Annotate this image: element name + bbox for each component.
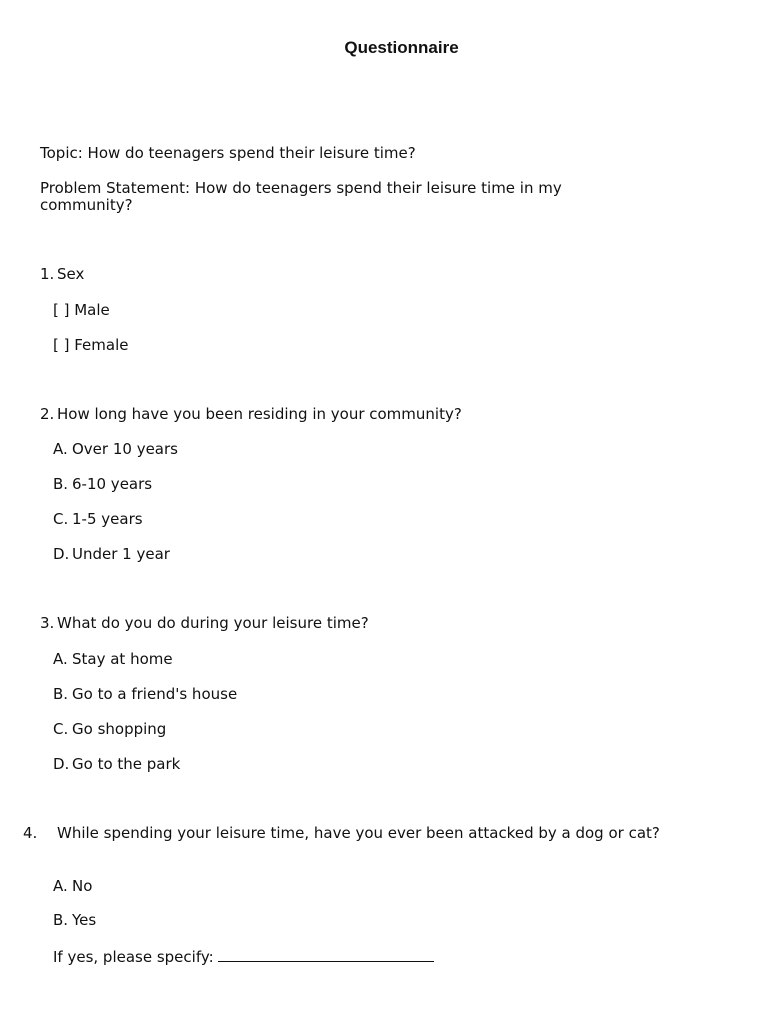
topic-line: Topic: How do teenagers spend their leisure time? bbox=[40, 144, 416, 162]
option-1-5-years[interactable] bbox=[53, 510, 143, 528]
option-no[interactable] bbox=[53, 877, 92, 895]
option-letter: A. bbox=[53, 440, 68, 458]
option-letter: B. bbox=[53, 911, 69, 929]
page-title: Questionnaire bbox=[344, 38, 459, 57]
option-text: Yes bbox=[72, 911, 97, 929]
option-text: Over 10 years bbox=[72, 440, 178, 458]
option-go-shopping[interactable] bbox=[53, 720, 166, 738]
option-text: Go to the park bbox=[72, 755, 181, 773]
question-4 bbox=[23, 824, 697, 842]
option-text: Stay at home bbox=[72, 650, 173, 668]
question-3 bbox=[40, 615, 369, 632]
option-female[interactable]: [ ] Female bbox=[53, 336, 129, 354]
option-go-to-park[interactable] bbox=[53, 755, 180, 773]
option-letter: B. bbox=[53, 685, 69, 703]
specify-label: If yes, please specify: bbox=[53, 948, 214, 966]
option-friends-house[interactable] bbox=[53, 685, 237, 703]
option-stay-at-home[interactable] bbox=[53, 650, 173, 668]
option-letter: C. bbox=[53, 510, 69, 528]
specify-line bbox=[53, 946, 434, 966]
option-text: Go to a friend's house bbox=[72, 685, 238, 703]
option-letter: D. bbox=[53, 545, 70, 563]
question-text: While spending your leisure time, have you ever been attacked by a dog or cat? bbox=[57, 824, 660, 842]
option-letter: A. bbox=[53, 877, 68, 895]
question-text: How long have you been residing in your community? bbox=[57, 405, 462, 423]
option-6-10-years[interactable] bbox=[53, 475, 152, 493]
question-number: 2. bbox=[40, 405, 55, 423]
question-number: 1. bbox=[40, 265, 55, 283]
option-over-10-years[interactable] bbox=[53, 440, 178, 458]
option-text: Under 1 year bbox=[72, 545, 170, 563]
option-text: 6-10 years bbox=[72, 475, 153, 493]
question-1 bbox=[40, 266, 84, 283]
specify-blank-field[interactable] bbox=[218, 946, 434, 962]
option-yes[interactable] bbox=[53, 911, 96, 929]
option-text: Go shopping bbox=[72, 720, 167, 738]
option-letter: D. bbox=[53, 755, 70, 773]
option-male[interactable]: [ ] Male bbox=[53, 301, 110, 319]
question-text: What do you do during your leisure time? bbox=[57, 614, 369, 632]
option-letter: A. bbox=[53, 650, 68, 668]
question-2 bbox=[40, 406, 462, 423]
option-under-1-year[interactable] bbox=[53, 545, 170, 563]
option-letter: B. bbox=[53, 475, 69, 493]
option-text: 1-5 years bbox=[72, 510, 143, 528]
problem-statement: Problem Statement: How do teenagers spend their leisure time in my community? bbox=[40, 179, 562, 214]
option-letter: C. bbox=[53, 720, 69, 738]
question-number: 4. bbox=[23, 824, 38, 842]
question-number: 3. bbox=[40, 614, 55, 632]
option-text: No bbox=[72, 877, 93, 895]
question-text: Sex bbox=[57, 265, 85, 283]
